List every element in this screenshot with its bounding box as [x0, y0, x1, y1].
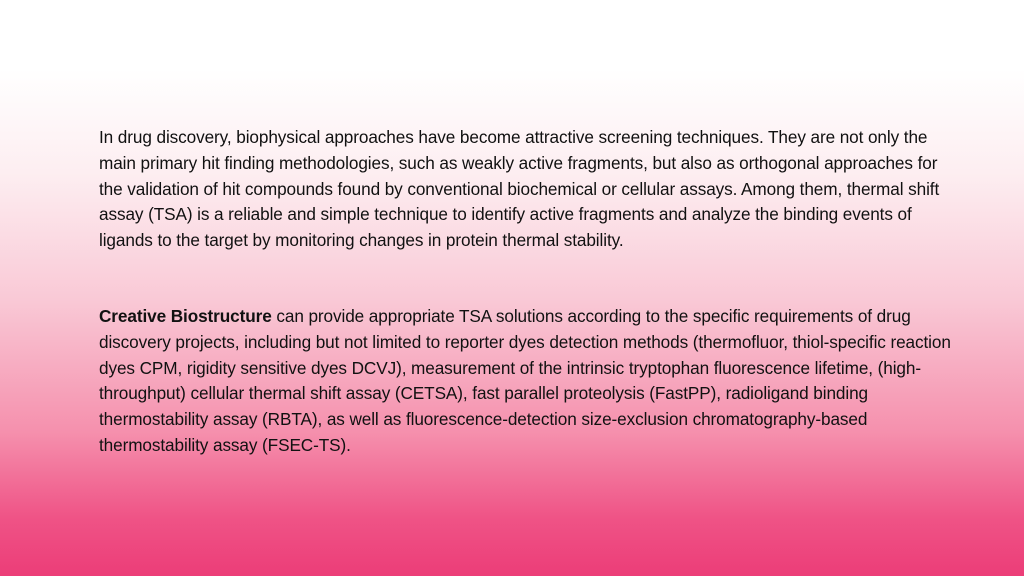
intro-paragraph: In drug discovery, biophysical approaches have become attractive screening techniques. They are not only the main primary hit finding methodologies, such as weakly active fragments, but also as orthogonal approaches for the validation of hit compounds found by conventional biochemical or cellular assays. Among them, thermal shift assay (TSA) is a reliable and simple technique to identify active fragments and analyze the binding events of ligands to the target by monitoring changes in protein thermal stability.	[99, 127, 940, 251]
services-description: can provide appropriate TSA solutions according to the specific requirements of drug discovery projects, including but not limited to reporter dyes detection methods (thermofluor, thiol-specific reaction dyes CPM, rigidity sensitive dyes DCVJ), measurement of the intrinsic tryptophan fluorescence lifetime, (high-throughput) cellular thermal shift assay (CETSA), fast parallel proteolysis (FastPP), radioligand binding thermostability assay (RBTA), as well as fluorescence-detection size-exclusion chromatography-based thermostability assay (FSEC-TS).	[99, 306, 951, 455]
services-paragraph	[99, 304, 954, 459]
company-name: Creative Biostructure	[99, 306, 272, 326]
